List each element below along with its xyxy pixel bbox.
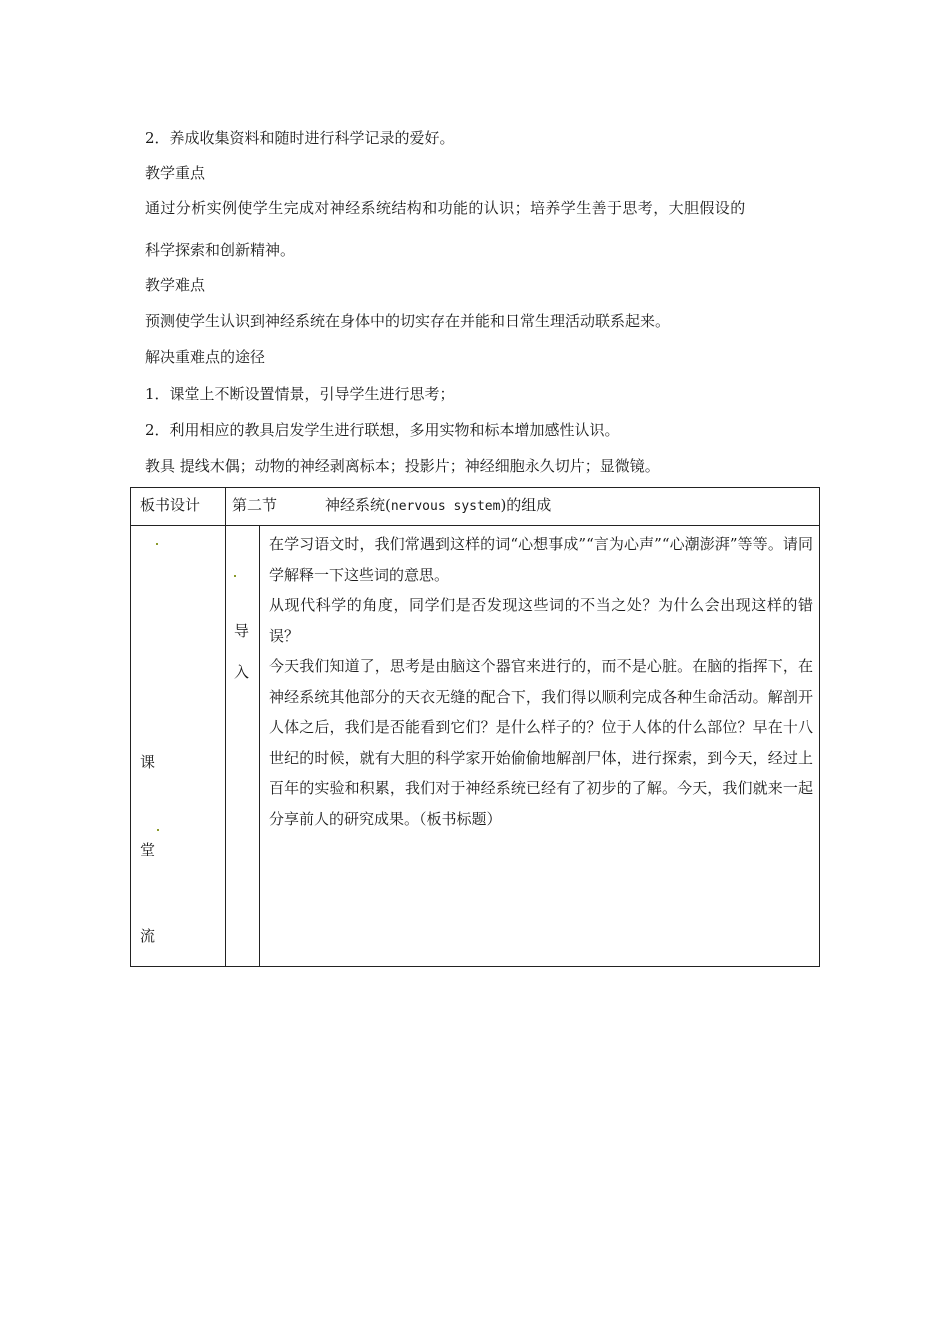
key-points-heading: 教学重点: [145, 164, 206, 182]
stage-char-2: 入: [234, 663, 250, 681]
approach-heading: 解决重难点的途径: [145, 348, 266, 366]
board-design-title: [226, 488, 820, 526]
content-paragraph-3: 今天我们知道了，思考是由脑这个器官来进行的，而不是心脏。在脑的指挥下，在神经系统其他部分的天衣无缝的配合下，我们得以顺利完成各种生命活动。解剖开人体之后，我们是否能看到它们？是什么样子的？位于人体的什么部位？早在十八世纪的时候，就有大胆的科学家开始偷偷地解剖尸体，进行探索，到今天，经过上百年的实验和积累，我们对于神经系统已经有了初步的了解。今天，我们就来一起分享前人的研究成果。（板书标题）: [269, 657, 813, 828]
teaching-tools: 教具 提线木偶；动物的神经剥离标本；投影片；神经细胞永久切片；显微镜。: [145, 457, 660, 475]
introduction-content: [260, 526, 820, 967]
content-paragraph-1: 在学习语文时，我们常遇到这样的词“心想事成”“言为心声”“心潮澎湃”等等。请同学解释一下这些词的意思。: [269, 535, 813, 584]
key-points-text-line-2: 科学探索和创新精神。: [145, 241, 296, 259]
board-design-label: 板书设计: [131, 488, 226, 526]
class-flow-column: [131, 526, 226, 967]
content-paragraph-2: 从现代科学的角度，同学们是否发现这些词的不当之处？为什么会出现这样的错误？: [269, 596, 813, 645]
title-part-2: )的组成: [500, 496, 552, 514]
speck-mark: [156, 543, 158, 545]
approach-item-1: 1．课堂上不断设置情景，引导学生进行思考；: [145, 385, 455, 403]
difficulty-text: 预测使学生认识到神经系统在身体中的切实存在并能和日常生理活动联系起来。: [145, 312, 671, 330]
section-number: 第二节: [232, 496, 278, 514]
goal-item-2: 2．养成收集资料和随时进行科学记录的爱好。: [145, 129, 455, 147]
title-english: nervous system: [390, 499, 501, 514]
difficulty-heading: 教学难点: [145, 276, 206, 294]
stage-column: [226, 526, 260, 967]
side-char-3: 流: [140, 927, 156, 945]
speck-mark: [234, 575, 236, 577]
side-char-2: 堂: [140, 841, 156, 859]
side-char-1: 课: [140, 753, 156, 771]
speck-mark: [157, 829, 159, 831]
approach-item-2: 2．利用相应的教具启发学生进行联想，多用实物和标本增加感性认识。: [145, 421, 620, 439]
title-part-1: 神经系统(: [325, 496, 391, 514]
lesson-plan-table: [130, 487, 820, 967]
stage-char-1: 导: [234, 622, 250, 640]
key-points-text-line-1: 通过分析实例使学生完成对神经系统结构和功能的认识；培养学生善于思考，大胆假设的: [145, 199, 746, 217]
